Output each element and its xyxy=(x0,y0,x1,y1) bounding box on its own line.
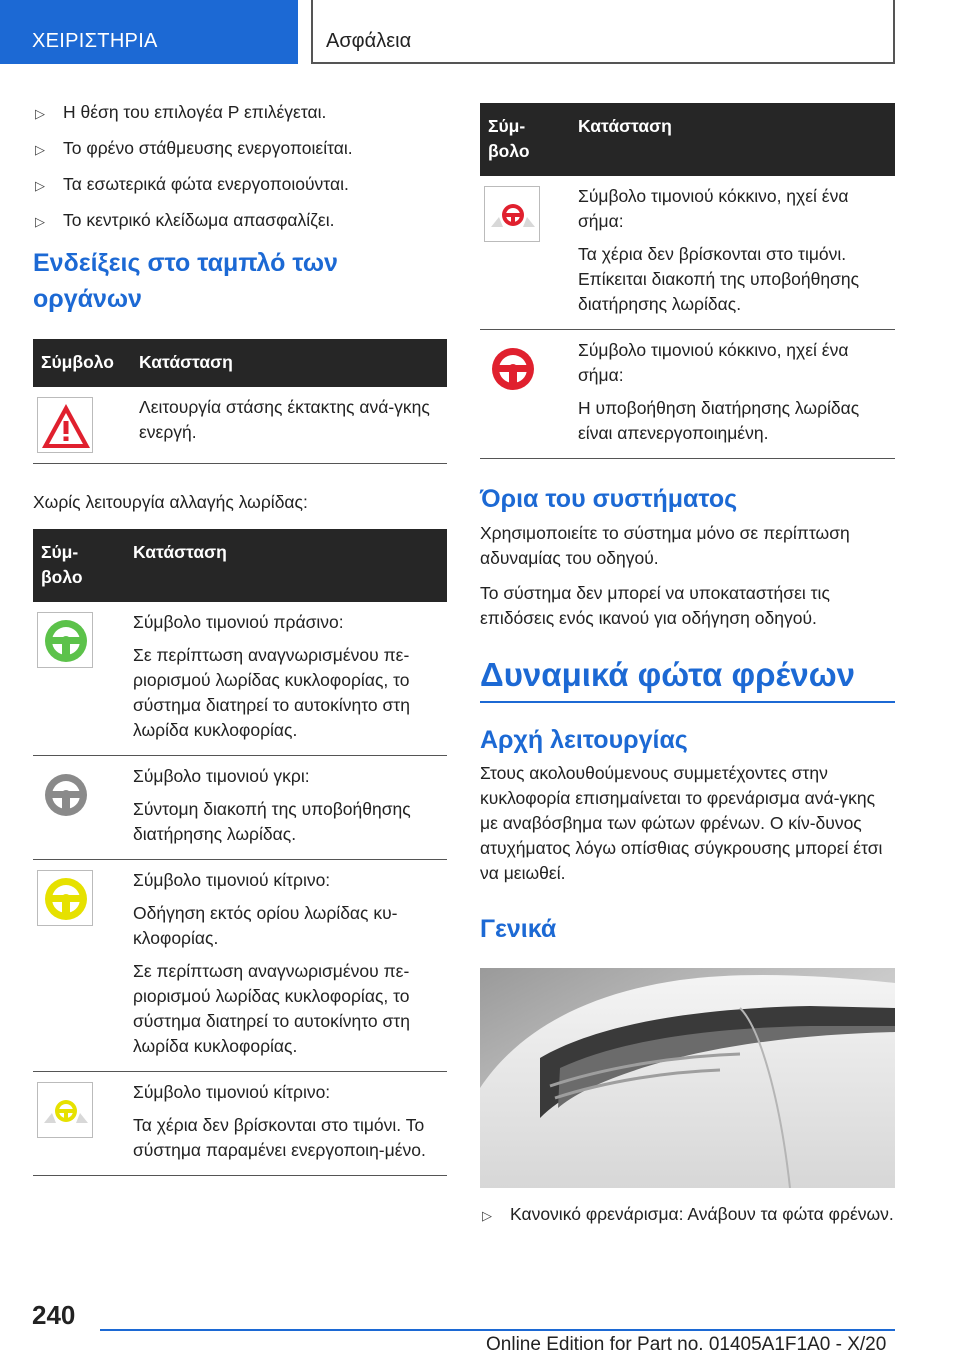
hands-off-red-icon xyxy=(484,186,540,242)
footer-divider xyxy=(100,1329,895,1331)
row-title: Σύμβολο τιμονιού κόκκινο, ηχεί ένα σήμα: xyxy=(578,186,849,231)
principle-paragraph: Στους ακολουθούμενους συμμετέχοντες στην κυκλοφορία επισημαίνεται το φρενάρισμα ανά-γκης με αναβόσβημα των φώτων φρένων. Ο κίν-δυνος ατυχήματος λόγω οπίσθιας σύγκρουσης μπορεί έτσι να μειωθεί. xyxy=(480,763,883,883)
column-header-state: Κατάσταση xyxy=(125,529,447,602)
row-description: Σε περίπτωση αναγνωρισμένου πε-ριορισμού λωρίδας κυκλοφορίας, το σύστημα διατηρεί το αυτοκίνητο στη λωρίδα κυκλοφορίας. xyxy=(133,961,410,1056)
left-column xyxy=(33,100,447,1176)
row-description: Λειτουργία στάσης έκτακτης ανά-γκης ενεργή. xyxy=(139,397,430,442)
lane-keeping-red-table xyxy=(480,103,895,459)
dynamic-brake-lights-heading-wrap xyxy=(480,653,895,703)
row-title: Σύμβολο τιμονιού κόκκινο, ηχεί ένα σήμα: xyxy=(578,340,849,385)
section-title: Ασφάλεια xyxy=(326,30,412,52)
table-row xyxy=(33,860,447,1072)
row-description: Τα χέρια δεν βρίσκονται στο τιμόνι. Επίκειται διακοπή της υποβοήθησης διατήρησης λωρίδας. xyxy=(578,244,860,314)
limits-paragraph: Χρησιμοποιείτε το σύστημα μόνο σε περίπτωση αδυναμίας του οδηγού. xyxy=(480,523,850,568)
row-title: Σύμβολο τιμονιού γκρι: xyxy=(133,766,310,786)
row-title: Σύμβολο τιμονιού κίτρινο: xyxy=(133,1082,331,1102)
steering-wheel-green-icon xyxy=(37,612,93,668)
steering-wheel-gray-icon xyxy=(37,766,93,822)
column-header-symbol: Σύμβολο xyxy=(33,339,131,387)
row-description: Σε περίπτωση αναγνωρισμένου πε-ριορισμού λωρίδας κυκλοφορίας, το σύστημα διατηρεί το αυτοκίνητο στη λωρίδα κυκλοφορίας. xyxy=(133,645,410,740)
list-item: ▷ Το κεντρικό κλείδωμα απασφαλίζει. xyxy=(33,208,447,233)
triangle-bullet-icon: ▷ xyxy=(35,142,45,157)
triangle-bullet-icon: ▷ xyxy=(35,214,45,229)
table-row xyxy=(480,330,895,459)
principle-heading: Αρχή λειτουργίας xyxy=(480,726,688,754)
column-header-symbol: Σύμ-βολο xyxy=(480,103,570,176)
emergency-stop-table xyxy=(33,339,447,464)
steering-wheel-red-icon xyxy=(484,340,540,396)
column-header-symbol: Σύμ-βολο xyxy=(33,529,125,602)
list-item: ▷ Κανονικό φρενάρισμα: Ανάβουν τα φώτα φρένων. xyxy=(480,1202,895,1227)
row-description: Οδήγηση εκτός ορίου λωρίδας κυ-κλοφορίας. xyxy=(133,903,398,948)
dynamic-brake-lights-heading: Δυναμικά φώτα φρένων xyxy=(480,656,856,693)
table-row xyxy=(33,756,447,860)
right-column xyxy=(480,103,895,1238)
chapter-tab xyxy=(0,0,298,64)
lane-keeping-table xyxy=(33,529,447,1176)
system-limits-heading: Όρια του συστήματος xyxy=(480,485,738,513)
row-description: Τα χέρια δεν βρίσκονται στο τιμόνι. Το σύστημα παραμένει ενεργοποιη-μένο. xyxy=(133,1115,426,1160)
row-description: Η υποβοήθηση διατήρησης λωρίδας είναι απενεργοποιημένη. xyxy=(578,398,860,443)
edition-footer: Online Edition for Part no. 01405A1F1A0 - X/20 xyxy=(486,1334,887,1355)
list-item: ▷ Το φρένο στάθμευσης ενεργοποιείται. xyxy=(33,136,447,161)
table-row xyxy=(33,1072,447,1176)
page-number: 240 xyxy=(32,1300,76,1330)
column-header-state: Κατάσταση xyxy=(570,103,895,176)
row-title: Σύμβολο τιμονιού κίτρινο: xyxy=(133,870,331,890)
limits-paragraph: Το σύστημα δεν μπορεί να υποκαταστήσει τις επιδόσεις ενός ικανού για οδήγηση οδηγού. xyxy=(480,583,830,628)
triangle-bullet-icon: ▷ xyxy=(35,178,45,193)
table-header-row xyxy=(33,339,447,387)
bullet-list xyxy=(480,1202,895,1227)
triangle-bullet-icon: ▷ xyxy=(482,1208,492,1223)
column-header-state: Κατάσταση xyxy=(131,339,447,387)
steering-wheel-yellow-icon xyxy=(37,870,93,926)
hands-off-yellow-icon xyxy=(37,1082,93,1138)
bullet-list xyxy=(33,100,447,233)
list-item: ▷ Η θέση του επιλογέα P επιλέγεται. xyxy=(33,100,447,125)
list-item: ▷ Τα εσωτερικά φώτα ενεργοποιούνται. xyxy=(33,172,447,197)
table-row xyxy=(33,387,447,464)
row-title: Σύμβολο τιμονιού πράσινο: xyxy=(133,612,344,632)
triangle-bullet-icon: ▷ xyxy=(35,106,45,121)
general-heading: Γενικά xyxy=(480,915,557,943)
table-row xyxy=(480,176,895,330)
warning-triangle-icon xyxy=(37,397,93,453)
table-row xyxy=(33,602,447,756)
no-lane-change-note: Χωρίς λειτουργία αλλαγής λωρίδας: xyxy=(33,492,308,512)
row-description: Σύντομη διακοπή της υποβοήθησης διατήρησης λωρίδας. xyxy=(133,799,411,844)
instrument-indicators-heading: Ενδείξεις στο ταμπλό των οργάνων xyxy=(33,249,338,313)
brake-light-illustration xyxy=(480,968,895,1188)
chapter-title: ΧΕΙΡΙΣΤΗΡΙΑ xyxy=(32,30,158,52)
table-header-row xyxy=(480,103,895,176)
table-header-row xyxy=(33,529,447,602)
